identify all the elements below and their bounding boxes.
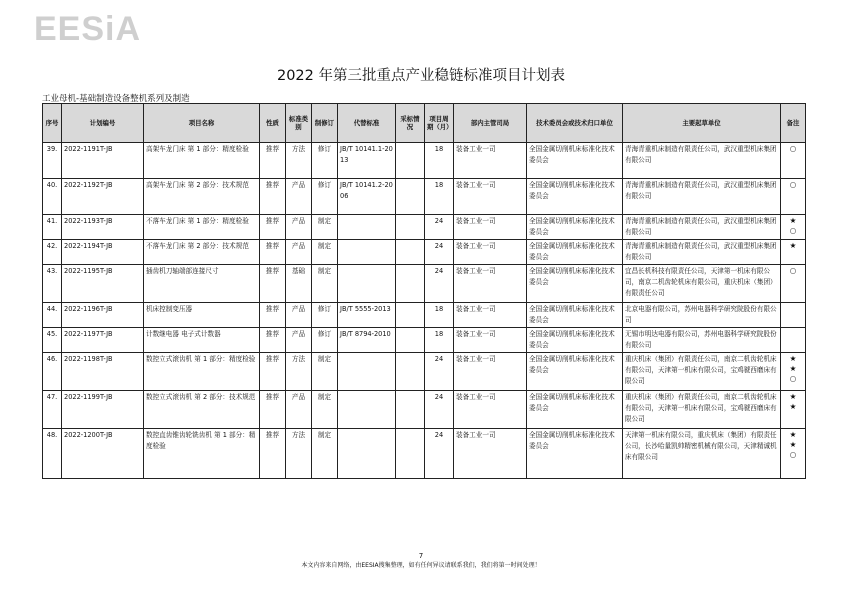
- cell-adopt: [396, 391, 425, 429]
- cell-tc: 全国金属切削机床标准化技术委员会: [527, 240, 623, 265]
- section-subtitle: 工业母机-基础制造设备整机系列及制造: [42, 94, 190, 104]
- eesia-logo: EESiA: [34, 10, 142, 48]
- cell-nature: 推荐: [260, 265, 286, 303]
- cell-remark: [781, 328, 806, 353]
- plan-table: [42, 103, 806, 479]
- cell-drafter: 宜昌长机科技有限责任公司，天津第一机床有限公司，南京二机齿轮机床有限公司，重庆机床（集团）有限责任公司: [623, 265, 781, 303]
- cell-name: 高架车龙门床 第 2 部分：技术规范: [144, 179, 260, 215]
- cell-dept: 装备工业一司: [454, 215, 527, 240]
- col-header: 序号: [43, 104, 62, 143]
- cell-no: 44.: [43, 303, 62, 328]
- cell-replace: [338, 429, 396, 479]
- cell-no: 40.: [43, 179, 62, 215]
- cell-code: 2022-1197T-JB: [62, 328, 144, 353]
- cell-replace: [338, 215, 396, 240]
- cell-tc: 全国金属切削机床标准化技术委员会: [527, 429, 623, 479]
- cell-tc: 全国金属切削机床标准化技术委员会: [527, 179, 623, 215]
- cell-tc: 全国金属切削机床标准化技术委员会: [527, 353, 623, 391]
- cell-category: 基础: [286, 265, 312, 303]
- cell-adopt: [396, 215, 425, 240]
- cell-category: 产品: [286, 240, 312, 265]
- cell-code: 2022-1194T-JB: [62, 240, 144, 265]
- cell-no: 42.: [43, 240, 62, 265]
- cell-remark: ★ ★: [781, 391, 806, 429]
- cell-replace: JB/T 10141.2-2006: [338, 179, 396, 215]
- cell-tc: 全国金属切削机床标准化技术委员会: [527, 328, 623, 353]
- table-row: [43, 240, 806, 265]
- cell-adopt: [396, 353, 425, 391]
- cell-name: 数控立式滚齿机 第 1 部分：精度检验: [144, 353, 260, 391]
- cell-category: 产品: [286, 179, 312, 215]
- table-row: [43, 215, 806, 240]
- cell-nature: 推荐: [260, 143, 286, 179]
- cell-tc: 全国金属切削机床标准化技术委员会: [527, 303, 623, 328]
- cell-adopt: [396, 328, 425, 353]
- cell-nature: 推荐: [260, 215, 286, 240]
- cell-remark: ○: [781, 143, 806, 179]
- col-header: 项目名称: [144, 104, 260, 143]
- cell-revise: 制定: [312, 429, 338, 479]
- cell-remark: ○: [781, 179, 806, 215]
- cell-name: 不落车龙门床 第 2 部分：技术规范: [144, 240, 260, 265]
- cell-period: 18: [425, 328, 454, 353]
- cell-drafter: 重庆机床（集团）有限责任公司，南京二机齿轮机床有限公司，天津第一机床有限公司，宝鸡虢西磨床有限公司: [623, 391, 781, 429]
- cell-replace: JB/T 8794-2010: [338, 328, 396, 353]
- cell-adopt: [396, 143, 425, 179]
- cell-name: 机床控制变压器: [144, 303, 260, 328]
- cell-code: 2022-1195T-JB: [62, 265, 144, 303]
- col-header: 部内主管司局: [454, 104, 527, 143]
- cell-period: 18: [425, 179, 454, 215]
- cell-nature: 推荐: [260, 429, 286, 479]
- cell-category: 产品: [286, 303, 312, 328]
- cell-nature: 推荐: [260, 179, 286, 215]
- table-row: [43, 429, 806, 479]
- cell-drafter: 青海青重机床制造有限责任公司，武汉重型机床集团有限公司: [623, 240, 781, 265]
- cell-no: 46.: [43, 353, 62, 391]
- cell-drafter: 无锡市明达电器有限公司，苏州电器科学研究院股份有限公司: [623, 328, 781, 353]
- cell-name: 数控立式滚齿机 第 2 部分：技术规范: [144, 391, 260, 429]
- cell-nature: 推荐: [260, 303, 286, 328]
- table-row: [43, 179, 806, 215]
- cell-name: 计数继电器 电子式计数器: [144, 328, 260, 353]
- cell-no: 41.: [43, 215, 62, 240]
- cell-adopt: [396, 240, 425, 265]
- cell-remark: [781, 303, 806, 328]
- col-header: 计划编号: [62, 104, 144, 143]
- cell-category: 产品: [286, 215, 312, 240]
- page-title: 2022 年第三批重点产业稳链标准项目计划表: [276, 68, 565, 84]
- cell-code: 2022-1200T-JB: [62, 429, 144, 479]
- cell-name: 高架车龙门床 第 1 部分：精度检验: [144, 143, 260, 179]
- cell-drafter: 天津第一机床有限公司，重庆机床（集团）有限责任公司，长沙哈量凯帅精密机械有限公司，天津精诚机床有限公司: [623, 429, 781, 479]
- table-row: [43, 143, 806, 179]
- cell-no: 48.: [43, 429, 62, 479]
- cell-replace: [338, 240, 396, 265]
- cell-period: 24: [425, 265, 454, 303]
- cell-dept: 装备工业一司: [454, 303, 527, 328]
- footer-note: 本文内容来自网络，由EESIA搜集整理，如有任何异议请联系我们，我们将第一时间处理！: [301, 562, 541, 569]
- table-row: [43, 303, 806, 328]
- cell-dept: 装备工业一司: [454, 179, 527, 215]
- col-header: 标准类别: [286, 104, 312, 143]
- cell-tc: 全国金属切削机床标准化技术委员会: [527, 143, 623, 179]
- cell-period: 18: [425, 143, 454, 179]
- cell-dept: 装备工业一司: [454, 143, 527, 179]
- cell-drafter: 青海青重机床制造有限责任公司，武汉重型机床集团有限公司: [623, 215, 781, 240]
- cell-dept: 装备工业一司: [454, 265, 527, 303]
- cell-revise: 制定: [312, 391, 338, 429]
- cell-dept: 装备工业一司: [454, 353, 527, 391]
- cell-replace: JB/T 10141.1-2013: [338, 143, 396, 179]
- cell-remark: ★ ★ ○: [781, 353, 806, 391]
- cell-no: 47.: [43, 391, 62, 429]
- cell-category: 方法: [286, 143, 312, 179]
- col-header: 制修订: [312, 104, 338, 143]
- cell-remark: ★: [781, 240, 806, 265]
- col-header: 主要起草单位: [623, 104, 781, 143]
- cell-revise: 修订: [312, 179, 338, 215]
- col-header: 技术委员会或技术归口单位: [527, 104, 623, 143]
- cell-revise: 制定: [312, 265, 338, 303]
- cell-drafter: 青海青重机床制造有限责任公司，武汉重型机床集团有限公司: [623, 143, 781, 179]
- cell-nature: 推荐: [260, 240, 286, 265]
- cell-revise: 修订: [312, 143, 338, 179]
- cell-period: 24: [425, 353, 454, 391]
- table-row: [43, 265, 806, 303]
- cell-code: 2022-1193T-JB: [62, 215, 144, 240]
- cell-no: 45.: [43, 328, 62, 353]
- page-number: 7: [418, 552, 424, 560]
- cell-period: 24: [425, 215, 454, 240]
- cell-adopt: [396, 179, 425, 215]
- cell-drafter: 青海青重机床制造有限责任公司，武汉重型机床集团有限公司: [623, 179, 781, 215]
- cell-no: 39.: [43, 143, 62, 179]
- cell-code: 2022-1192T-JB: [62, 179, 144, 215]
- col-header: 采标情况: [396, 104, 425, 143]
- cell-category: 方法: [286, 353, 312, 391]
- cell-category: 产品: [286, 391, 312, 429]
- cell-tc: 全国金属切削机床标准化技术委员会: [527, 265, 623, 303]
- cell-dept: 装备工业一司: [454, 391, 527, 429]
- table-row: [43, 391, 806, 429]
- cell-drafter: 重庆机床（集团）有限责任公司，南京二机齿轮机床有限公司，天津第一机床有限公司，宝鸡虢西磨床有限公司: [623, 353, 781, 391]
- cell-name: 数控直齿锥齿轮铣齿机 第 1 部分：精度检验: [144, 429, 260, 479]
- cell-revise: 修订: [312, 303, 338, 328]
- cell-period: 18: [425, 303, 454, 328]
- cell-dept: 装备工业一司: [454, 328, 527, 353]
- cell-adopt: [396, 303, 425, 328]
- table-header-row: [43, 104, 806, 143]
- cell-period: 24: [425, 429, 454, 479]
- cell-replace: JB/T 5555-2013: [338, 303, 396, 328]
- cell-nature: 推荐: [260, 391, 286, 429]
- table-row: [43, 328, 806, 353]
- cell-drafter: 北京电器有限公司，苏州电器科学研究院股份有限公司: [623, 303, 781, 328]
- cell-remark: ★ ○: [781, 215, 806, 240]
- cell-tc: 全国金属切削机床标准化技术委员会: [527, 215, 623, 240]
- cell-nature: 推荐: [260, 353, 286, 391]
- cell-replace: [338, 391, 396, 429]
- table-row: [43, 353, 806, 391]
- cell-replace: [338, 353, 396, 391]
- cell-code: 2022-1196T-JB: [62, 303, 144, 328]
- cell-revise: 修订: [312, 328, 338, 353]
- col-header: 代替标准: [338, 104, 396, 143]
- cell-no: 43.: [43, 265, 62, 303]
- cell-code: 2022-1198T-JB: [62, 353, 144, 391]
- cell-period: 24: [425, 240, 454, 265]
- cell-adopt: [396, 265, 425, 303]
- cell-adopt: [396, 429, 425, 479]
- cell-revise: 制定: [312, 215, 338, 240]
- cell-category: 方法: [286, 429, 312, 479]
- cell-period: 24: [425, 391, 454, 429]
- cell-name: 不落车龙门床 第 1 部分：精度检验: [144, 215, 260, 240]
- col-header: 项目周期（月）: [425, 104, 454, 143]
- cell-dept: 装备工业一司: [454, 240, 527, 265]
- cell-name: 插齿机刀轴端部连接尺寸: [144, 265, 260, 303]
- cell-replace: [338, 265, 396, 303]
- cell-dept: 装备工业一司: [454, 429, 527, 479]
- cell-revise: 制定: [312, 240, 338, 265]
- cell-tc: 全国金属切削机床标准化技术委员会: [527, 391, 623, 429]
- cell-code: 2022-1191T-JB: [62, 143, 144, 179]
- cell-revise: 制定: [312, 353, 338, 391]
- cell-nature: 推荐: [260, 328, 286, 353]
- col-header: 性质: [260, 104, 286, 143]
- cell-code: 2022-1199T-JB: [62, 391, 144, 429]
- cell-remark: ★ ★ ○: [781, 429, 806, 479]
- cell-category: 产品: [286, 328, 312, 353]
- cell-remark: ○: [781, 265, 806, 303]
- col-header: 备注: [781, 104, 806, 143]
